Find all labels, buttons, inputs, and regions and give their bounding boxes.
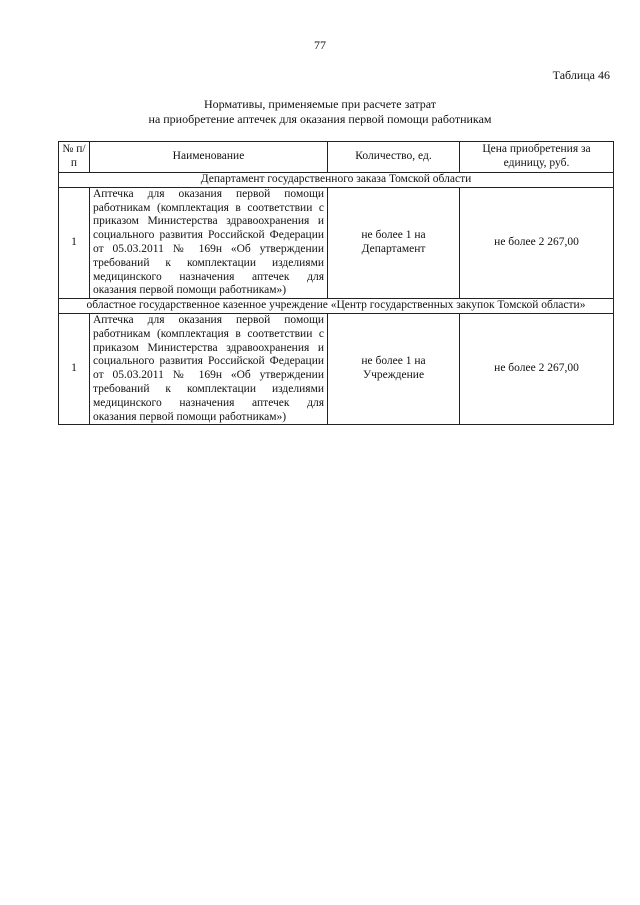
norms-table [58, 141, 614, 425]
header-row [59, 142, 614, 173]
row-price: не более 2 267,00 [460, 187, 614, 298]
section-title: Департамент государственного заказа Томской области [59, 173, 614, 188]
table-row [59, 187, 614, 298]
document-title [0, 97, 640, 127]
title-line-2: на приобретение аптечек для оказания первой помощи работникам [148, 112, 492, 126]
row-number: 1 [59, 313, 90, 424]
row-quantity: не более 1 на Департамент [328, 187, 460, 298]
row-name: Аптечка для оказания первой помощи работникам (комплектация в соответствии с приказом Министерства здравоохранения и социального развития Российской Федерации от 05.03.2011 № 169н «Об утверждении требований к комплектации изделиями медицинского назначения аптечек для оказания первой помощи работникам») [90, 313, 328, 424]
table-label: Таблица 46 [552, 68, 610, 82]
section-row [59, 299, 614, 314]
title-line-1: Нормативы, применяемые при расчете затрат [203, 97, 436, 111]
header-qty: Количество, ед. [328, 142, 460, 173]
header-num: № п/п [59, 142, 90, 173]
row-name: Аптечка для оказания первой помощи работникам (комплектация в соответствии с приказом Министерства здравоохранения и социального развития Российской Федерации от 05.03.2011 № 169н «Об утверждении требований к комплектации изделиями медицинского назначения аптечек для оказания первой помощи работникам») [90, 187, 328, 298]
header-price: Цена приобретения за единицу, руб. [460, 142, 614, 173]
header-name: Наименование [90, 142, 328, 173]
page-number: 77 [314, 38, 326, 52]
table-row [59, 313, 614, 424]
row-price: не более 2 267,00 [460, 313, 614, 424]
row-quantity: не более 1 на Учреждение [328, 313, 460, 424]
section-title: областное государственное казенное учреждение «Центр государственных закупок Томской области» [59, 299, 614, 314]
row-number: 1 [59, 187, 90, 298]
section-row [59, 173, 614, 188]
